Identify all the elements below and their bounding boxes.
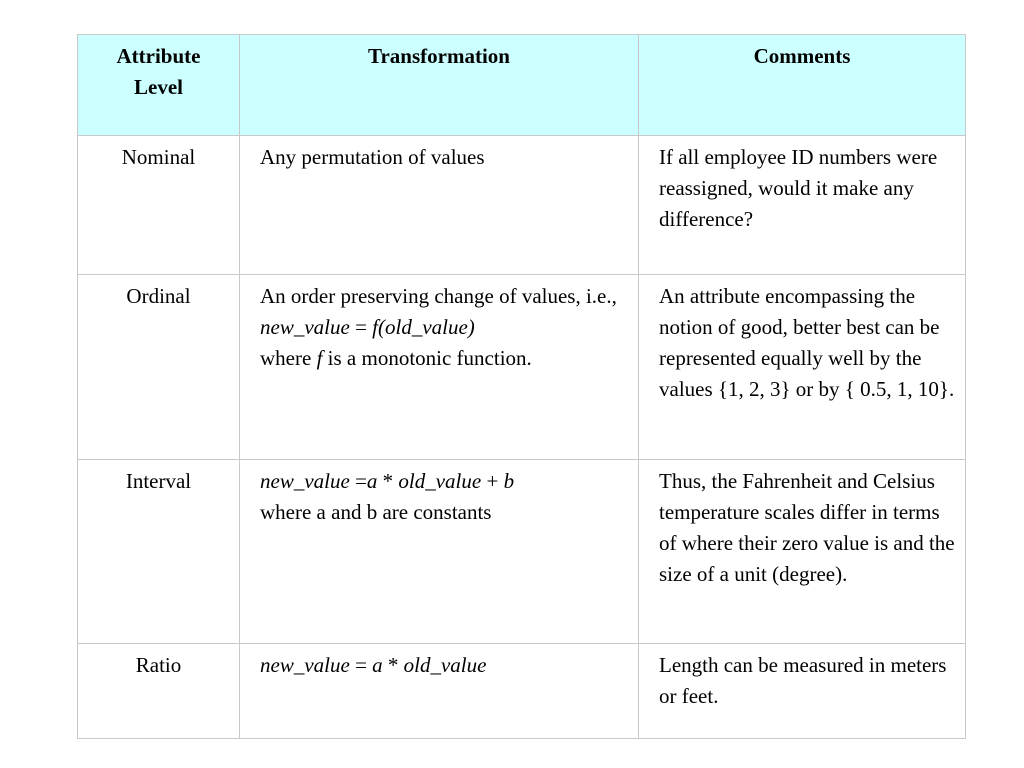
header-comments: Comments (639, 35, 966, 136)
comments-cell: Thus, the Fahrenheit and Celsius temperature scales differ in terms of where their zero value is and the size of a unit (degree). (639, 460, 966, 644)
transformation-cell: An order preserving change of values, i.e., new_value = f(old_value) where f is a monotonic function. (240, 275, 639, 460)
attribute-transformation-table (77, 34, 966, 739)
formula: new_value =a * old_value + b (260, 469, 515, 493)
comments-cell: Length can be measured in meters or feet. (639, 644, 966, 739)
table-row-interval (78, 460, 966, 644)
transformation-cell: new_value =a * old_value + b where a and b are constants (240, 460, 639, 644)
header-attribute-level: Attribute Level (78, 35, 240, 136)
transformation-cell (240, 644, 639, 739)
table-row-ordinal (78, 275, 966, 460)
table-row-nominal (78, 136, 966, 275)
level-cell: Ordinal (78, 275, 240, 460)
transformation-cell: Any permutation of values (240, 136, 639, 275)
formula: new_value = f(old_value) (260, 315, 475, 339)
table-row-ratio (78, 644, 966, 739)
level-cell: Ratio (78, 644, 240, 739)
comments-cell: If all employee ID numbers were reassigned, would it make any difference? (639, 136, 966, 275)
header-transformation: Transformation (240, 35, 639, 136)
header-row (78, 35, 966, 136)
formula-condition: where f is a monotonic function. (260, 346, 532, 370)
formula: new_value = a * old_value (260, 653, 487, 677)
level-cell: Nominal (78, 136, 240, 275)
level-cell: Interval (78, 460, 240, 644)
comments-cell: An attribute encompassing the notion of good, better best can be represented equally well by the values {1, 2, 3} or by { 0.5, 1, 10}. (639, 275, 966, 460)
